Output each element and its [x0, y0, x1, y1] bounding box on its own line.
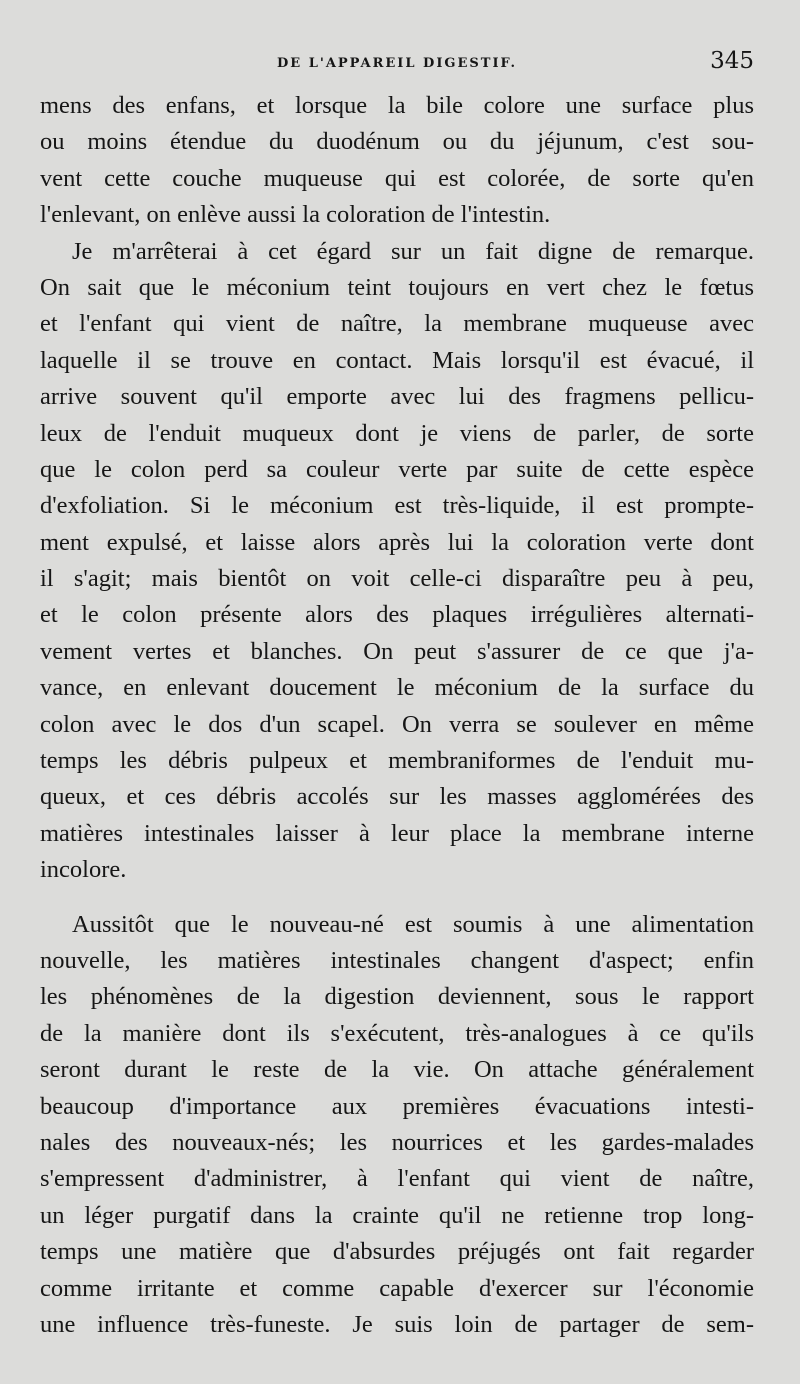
text-line: ou moins étendue du duodénum ou du jéjunum, c'est sou-	[40, 128, 754, 156]
text-line: nouvelle, les matières intestinales changent d'aspect; enfin	[40, 946, 754, 974]
body-text	[40, 88, 754, 1343]
text-line: et l'enfant qui vient de naître, la membrane muqueuse avec	[40, 310, 754, 338]
text-line: queux, et ces débris accolés sur les masses agglomérées des	[40, 783, 754, 811]
text-line: et le colon présente alors des plaques irrégulières alternati-	[40, 601, 754, 629]
text-line: il s'agit; mais bientôt on voit celle-ci disparaître peu à peu,	[40, 565, 754, 593]
text-line: comme irritante et comme capable d'exercer sur l'économie	[40, 1274, 754, 1302]
text-line: nales des nouveaux-nés; les nourrices et les gardes-malades	[40, 1128, 754, 1156]
text-line: temps une matière que d'absurdes préjugés ont fait regarder	[40, 1238, 754, 1266]
text-line: s'empressent d'administrer, à l'enfant qui vient de naître,	[40, 1165, 754, 1193]
text-line: vent cette couche muqueuse qui est colorée, de sorte qu'en	[40, 164, 754, 192]
text-line: beaucoup d'importance aux premières évacuations intesti-	[40, 1092, 754, 1120]
text-line: de la manière dont ils s'exécutent, très-analogues à ce qu'ils	[40, 1019, 754, 1047]
text-line: Je m'arrêterai à cet égard sur un fait digne de remarque.	[72, 237, 754, 265]
text-line: leux de l'enduit muqueux dont je viens de parler, de sorte	[40, 419, 754, 447]
text-line: ment expulsé, et laisse alors après lui la coloration verte dont	[40, 528, 754, 556]
text-line: que le colon perd sa couleur verte par suite de cette espèce	[40, 455, 754, 483]
running-head: DE L'APPAREIL DIGESTIF.	[276, 56, 518, 71]
text-line: Aussitôt que le nouveau-né est soumis à une alimentation	[72, 910, 754, 938]
page-header	[40, 46, 754, 82]
text-line: les phénomènes de la digestion deviennent, sous le rapport	[40, 983, 754, 1011]
text-line: arrive souvent qu'il emporte avec lui des fragmens pellicu-	[40, 383, 754, 411]
text-line: d'exfoliation. Si le méconium est très-liquide, il est prompte-	[40, 492, 754, 520]
text-line: l'enlevant, on enlève aussi la coloration de l'intestin.	[40, 201, 551, 229]
text-line: une influence très-funeste. Je suis loin de partager de sem-	[40, 1310, 754, 1338]
text-line: vance, en enlevant doucement le méconium de la surface du	[40, 674, 754, 702]
text-line: incolore.	[40, 856, 127, 884]
text-line: temps les débris pulpeux et membraniformes de l'enduit mu-	[40, 747, 754, 775]
text-line: un léger purgatif dans la crainte qu'il ne retienne trop long-	[40, 1201, 754, 1229]
text-line: laquelle il se trouve en contact. Mais lorsqu'il est évacué, il	[40, 346, 754, 374]
text-line: colon avec le dos d'un scapel. On verra se soulever en même	[40, 710, 754, 738]
page-number: 345	[710, 48, 754, 74]
text-line: mens des enfans, et lorsque la bile colore une surface plus	[40, 92, 754, 119]
text-line: matières intestinales laisser à leur place la membrane interne	[40, 819, 754, 847]
text-line: vement vertes et blanches. On peut s'assurer de ce que j'a-	[40, 637, 754, 665]
text-line: seront durant le reste de la vie. On attache généralement	[40, 1056, 754, 1084]
text-line: On sait que le méconium teint toujours en vert chez le fœtus	[40, 273, 754, 301]
